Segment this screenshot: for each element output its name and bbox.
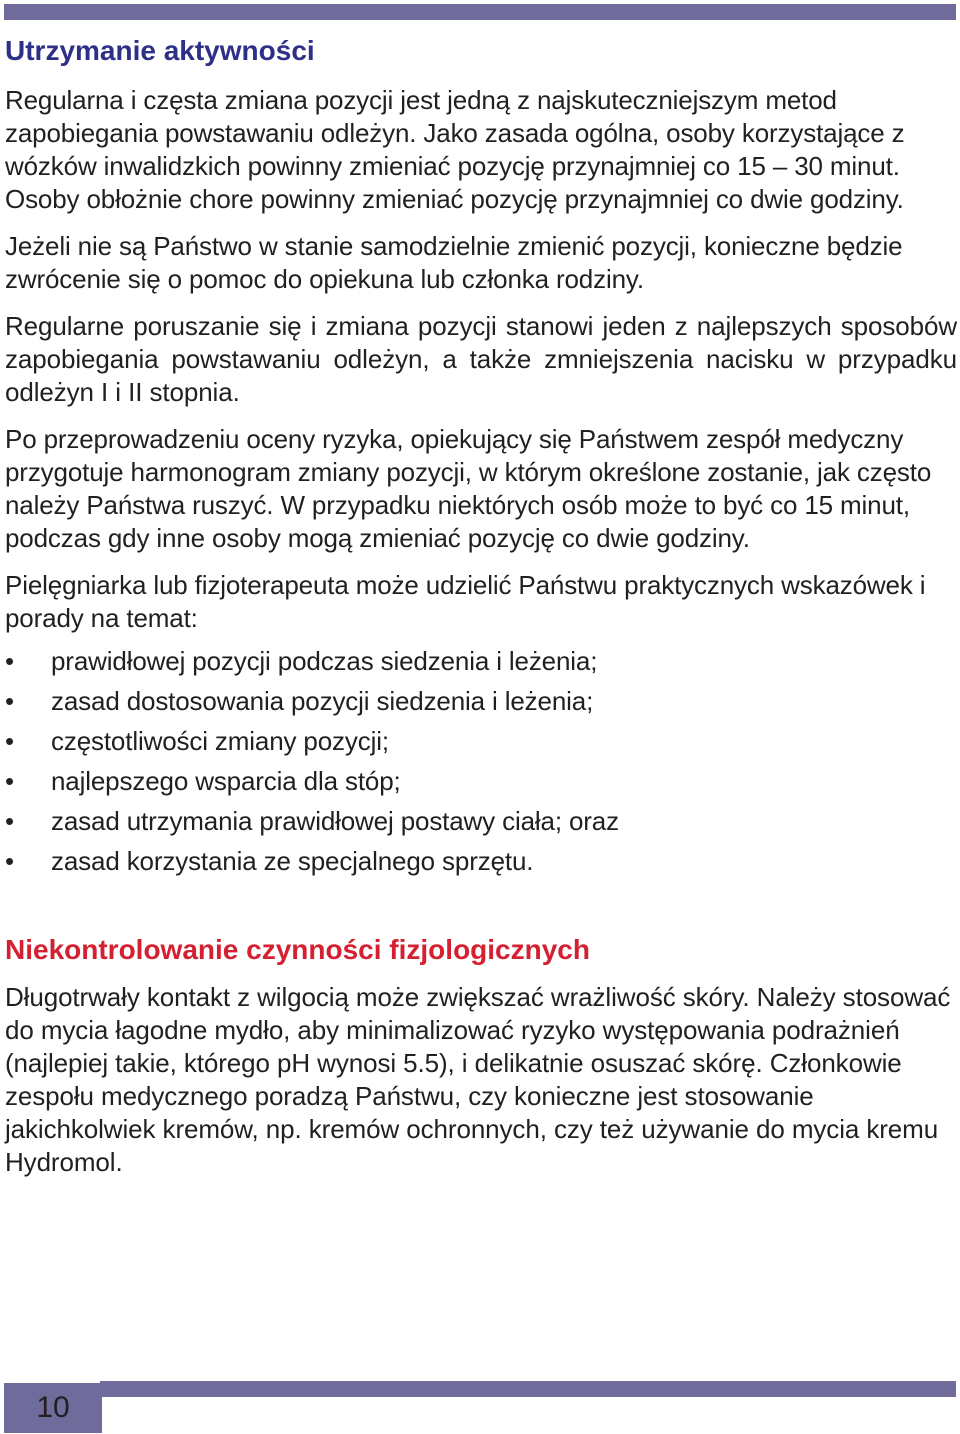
top-decorative-bar	[4, 4, 956, 20]
list-item-text: najlepszego wsparcia dla stóp;	[51, 766, 401, 796]
list-item-text: zasad korzystania ze specjalnego sprzętu.	[51, 846, 534, 876]
bullet-icon: •	[5, 846, 14, 876]
bullet-icon: •	[5, 726, 14, 756]
paragraph-moisture-care: Długotrwały kontakt z wilgocią może zwiększać wrażliwość skóry. Należy stosować do mycia łagodne mydło, aby minimalizować ryzyko występowania podrażnień (najlepiej takie, którego pH wynosi 5.5), i delikatnie osuszać skórę. Członkowie zespołu medycznego poradzą Państwu, czy konieczne jest stosowanie jakichkolwiek kremów, np. kremów ochronnych, czy też używanie do mycia kremu Hydromol.	[5, 982, 951, 1177]
page-number: 10	[4, 1383, 102, 1433]
list-item	[5, 761, 957, 801]
list-item	[5, 641, 957, 681]
list-item	[5, 801, 957, 841]
advice-list	[5, 641, 957, 881]
list-item	[5, 721, 957, 761]
bullet-icon: •	[5, 806, 14, 836]
bottom-decorative-bar	[100, 1381, 956, 1397]
paragraph-risk-assessment: Po przeprowadzeniu oceny ryzyka, opiekujący się Państwem zespół medyczny przygotuje harmonogram zmiany pozycji, w którym określone zostanie, jak często należy Państwa ruszyć. W przypadku niektórych osób może to być co 15 minut, podczas gdy inne osoby mogą zmieniać pozycję co dwie godziny.	[5, 424, 932, 553]
list-item-text: częstotliwości zmiany pozycji;	[51, 726, 389, 756]
list-item	[5, 681, 957, 721]
section-heading-incontinence: Niekontrolowanie czynności fizjologicznych	[5, 934, 590, 965]
paragraph-nurse-advice: Pielęgniarka lub fizjoterapeuta może udzielić Państwu praktycznych wskazówek i porady na temat:	[5, 570, 926, 633]
bullet-icon: •	[5, 646, 14, 676]
list-item	[5, 841, 957, 881]
bullet-icon: •	[5, 766, 14, 796]
paragraph-position-change: Regularna i częsta zmiana pozycji jest jedną z najskuteczniejszym metod zapobiegania powstawaniu odleżyn. Jako zasada ogólna, osoby korzystające z wózków inwalidzkich powinny zmieniać pozycję przynajmniej co 15 – 30 minut. Osoby obłożnie chore powinny zmieniać pozycję przynajmniej co dwie godziny.	[5, 85, 905, 214]
section-heading-activity: Utrzymanie aktywności	[5, 35, 315, 66]
list-item-text: prawidłowej pozycji podczas siedzenia i leżenia;	[51, 646, 598, 676]
paragraph-regular-movement: Regularne poruszanie się i zmiana pozycji stanowi jeden z najlepszych sposobów zapobiegania powstawaniu odleżyn, a także zmniejszenia nacisku w przypadku odleżyn I i II stopnia.	[5, 311, 957, 407]
list-item-text: zasad utrzymania prawidłowej postawy ciała; oraz	[51, 806, 619, 836]
list-item-text: zasad dostosowania pozycji siedzenia i leżenia;	[51, 686, 594, 716]
paragraph-help-needed: Jeżeli nie są Państwo w stanie samodzielnie zmienić pozycji, konieczne będzie zwrócenie się o pomoc do opiekuna lub członka rodziny.	[5, 231, 903, 294]
bullet-icon: •	[5, 686, 14, 716]
page-content	[5, 32, 957, 1179]
